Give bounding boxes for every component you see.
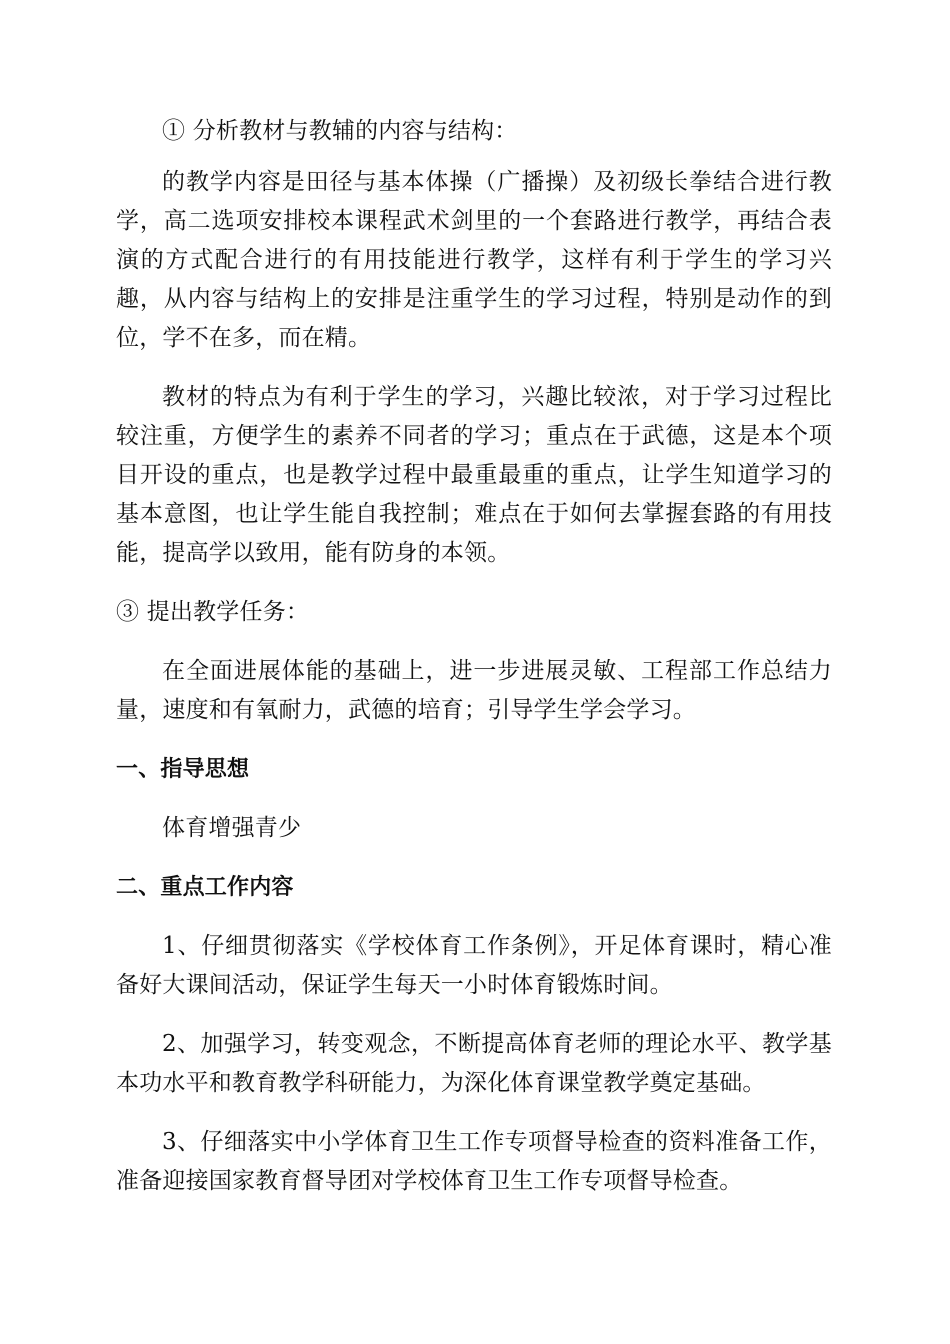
- analysis-heading: ① 分析教材与教辅的内容与结构：: [162, 118, 518, 144]
- key-work-heading: 二、重点工作内容: [116, 875, 294, 900]
- guide-paragraph: 体育增强青少: [162, 815, 302, 841]
- task-paragraph: 在全面进展体能的基础上，进一步进展灵敏、工程部工作总结力量，速度和有氧耐力，武德的培育；引导学生学会学习。: [116, 658, 832, 723]
- document-page: [116, 112, 832, 1201]
- key-work-item-1: 1、仔细贯彻落实《学校体育工作条例》，开足体育课时，精心准备好大课间活动，保证学生每天一小时体育锻炼时间。: [116, 933, 832, 998]
- task-heading: ③ 提出教学任务：: [116, 599, 310, 625]
- key-work-item-3: 3、仔细落实中小学体育卫生工作专项督导检查的资料准备工作，准备迎接国家教育督导团对学校体育卫生工作专项督导检查。: [116, 1129, 832, 1194]
- analysis-paragraph-2: 教材的特点为有利于学生的学习，兴趣比较浓，对于学习过程比较注重，方便学生的素养不同者的学习；重点在于武德，这是本个项目开设的重点，也是教学过程中最重最重的重点，让学生知道学习的基本意图，也让学生能自我控制；难点在于如何去掌握套路的有用技能，提高学以致用，能有防身的本领。: [116, 384, 832, 566]
- key-work-item-2: 2、加强学习，转变观念，不断提高体育老师的理论水平、教学基本功水平和教育教学科研能力，为深化体育课堂教学奠定基础。: [116, 1031, 832, 1096]
- guide-heading: 一、指导思想: [116, 757, 250, 782]
- analysis-paragraph-1: 的教学内容是田径与基本体操（广播操）及初级长拳结合进行教学，高二选项安排校本课程武术剑里的一个套路进行教学，再结合表演的方式配合进行的有用技能进行教学，这样有利于学生的学习兴趣，从内容与结构上的安排是注重学生的学习过程，特别是动作的到位，学不在多，而在精。: [116, 169, 832, 351]
